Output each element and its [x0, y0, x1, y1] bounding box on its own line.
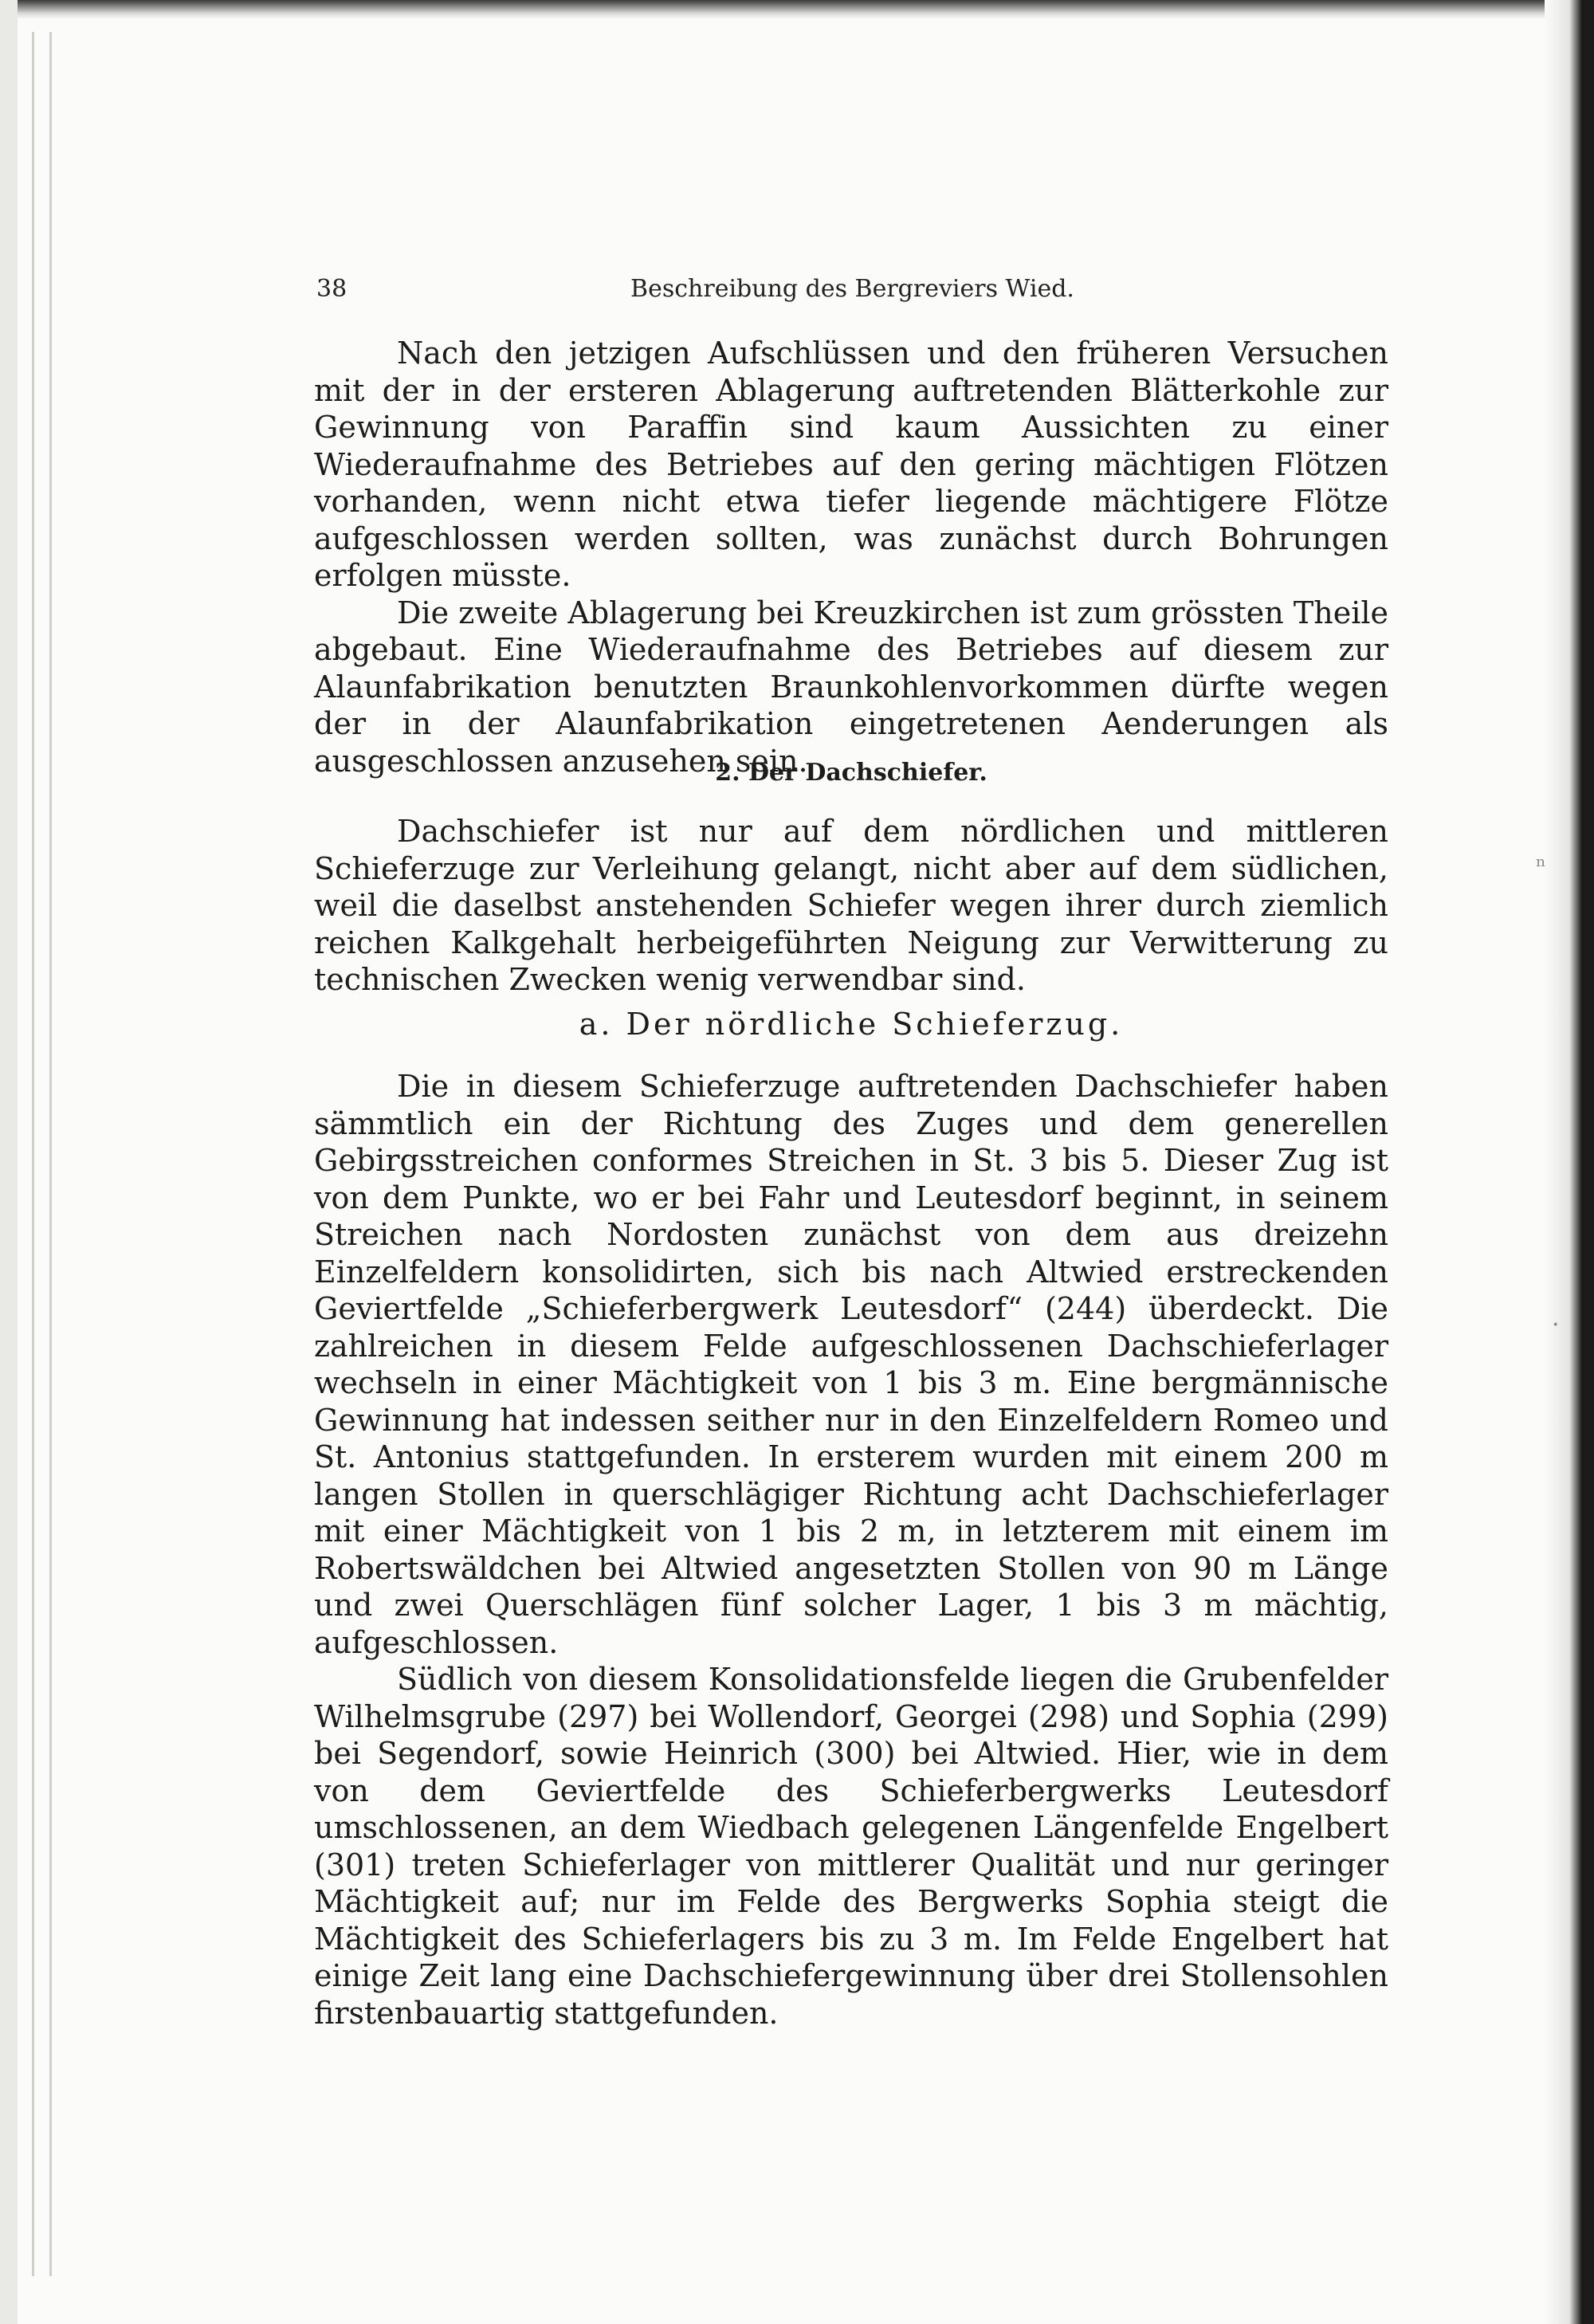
margin-smudge: · — [1552, 1311, 1560, 1339]
paragraph: Die in diesem Schieferzuge auftretenden Dachschiefer haben sämmtlich ein der Richtung des Zuges und dem generellen Gebirgsstreichen conformes Streichen in St. 3 bis 5. Dieser Zug ist von dem Punkte, wo er bei Fahr und Leutesdorf beginnt, in seinem Streichen nach Nordosten zunächst von dem aus dreizehn Einzelfeldern konsolidirten, sich bis nach Altwied erstreckenden Geviertfelde „Schieferbergwerk Leutesdorf“ (244) überdeckt. Die zahlreichen in diesem Felde aufgeschlossenen Dachschieferlager wechseln in einer Mächtigkeit von 1 bis 3 m. Eine bergmännische Gewinnung hat indessen seither nur in den Einzelfeldern Romeo und St. Antonius stattgefunden. In ersterem wurden mit einem 200 m langen Stollen in querschlägiger Richtung acht Dachschieferlager mit einer Mächtigkeit von 1 bis 2 m, in letzterem mit einem im Robertswäldchen bei Altwied angesetzten Stollen von 90 m Länge und zwei Querschlägen fünf solcher Lager, 1 bis 3 m mächtig, aufgeschlossen. — [314, 1069, 1388, 1660]
paragraph: Südlich von diesem Konsolidationsfelde liegen die Grubenfelder Wilhelmsgrube (297) bei Wollendorf, Georgei (298) und Sophia (299) bei Segendorf, sowie Heinrich (300) bei Altwied. Hier, wie in dem von dem Geviertfelde des Schieferbergwerks Leutesdorf umschlossenen, an dem Wiedbach gelegenen Längenfelde Engelbert (301) treten Schieferlager von mittlerer Qualität und nur geringer Mächtigkeit auf; nur im Felde des Bergwerks Sophia steigt die Mächtigkeit des Schieferlagers bis zu 3 m. Im Felde Engelbert hat einige Zeit lang eine Dachschiefergewinnung über drei Stollensohlen firstenbauartig stattgefunden. — [314, 1662, 1388, 2031]
paragraph: Die zweite Ablagerung bei Kreuzkirchen ist zum grössten Theile abgebaut. Eine Wiederaufnahme des Betriebes auf diesem zur Alaunfabrikation benutzten Braunkohlenvorkommen dürfte wegen der in der Alaunfabrikation eingetretenen Aenderungen als ausgeschlossen anzusehen sein. — [314, 595, 1388, 779]
page-top-shadow — [18, 0, 1586, 19]
paragraph: Dachschiefer ist nur auf dem nördlichen und mittleren Schieferzuge zur Verleihung gelangt, nicht aber auf dem südlichen, weil die daselbst anstehenden Schiefer wegen ihrer durch ziemlich reichen Kalkgehalt herbeigeführten Neigung zur Verwitterung zu technischen Zwecken wenig verwendbar sind. — [314, 814, 1388, 997]
page-right-edge — [1545, 0, 1586, 2324]
page-header — [316, 275, 1388, 307]
text-block-1 — [314, 335, 1388, 779]
text-block-2 — [314, 813, 1388, 999]
page-edge-line — [49, 32, 52, 2276]
subsection-heading: a. Der nördliche Schieferzug. — [579, 1007, 1124, 1042]
margin-smudge: ⁿ — [1536, 853, 1546, 881]
paragraph: Nach den jetzigen Aufschlüssen und den früheren Versuchen mit der in der ersteren Ablagerung auftretenden Blätterkohle zur Gewinnung von Paraffin sind kaum Aussichten zu einer Wiederaufnahme des Betriebes auf den gering mächtigen Flötzen vorhanden, wenn nicht etwa tiefer liegende mächtigere Flötze aufgeschlossen werden sollten, was zunächst durch Bohrungen erfolgen müsste. — [314, 336, 1388, 593]
running-title: Beschreibung des Bergreviers Wied. — [630, 275, 1074, 303]
text-block-3 — [314, 1068, 1388, 2032]
page-number: 38 — [316, 275, 347, 303]
page-edge-line — [32, 32, 34, 2276]
section-heading: 2. Der Dachschiefer. — [715, 759, 987, 787]
